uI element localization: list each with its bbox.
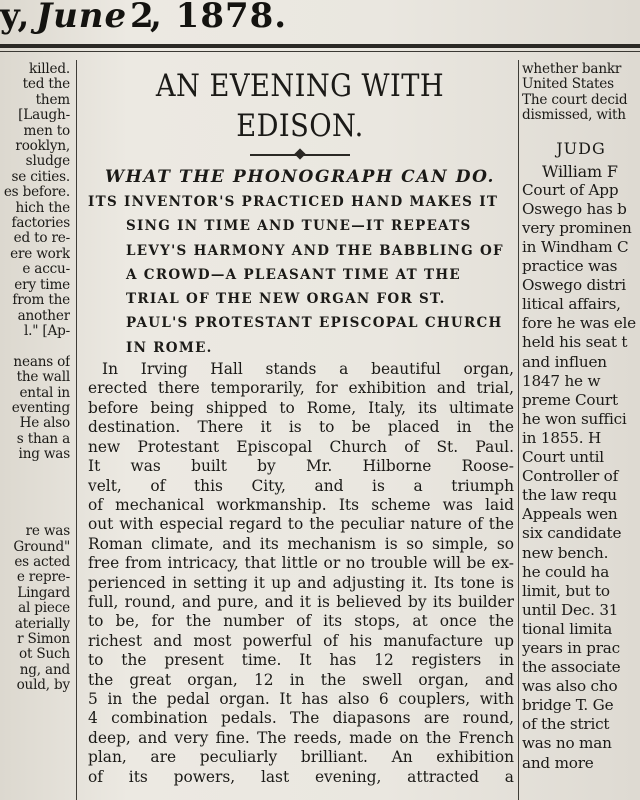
right-column-line: Oswego distri	[522, 276, 626, 295]
left-column-line: s than a	[16, 430, 70, 447]
right-column-line: and more	[522, 753, 594, 772]
deck-line: PAUL'S PROTESTANT EPISCOPAL CHURCH	[126, 315, 503, 332]
left-column	[0, 62, 70, 800]
right-column-line: tional limita	[522, 619, 613, 638]
right-column-line: was no man	[522, 734, 612, 753]
body-line: out with especial regard to the peculiar nature of the	[88, 515, 514, 534]
body-line: to the present time. It has 12 registers in	[88, 651, 514, 670]
right-column-line: Court until	[522, 448, 604, 467]
right-column-line: Controller of	[522, 467, 619, 486]
body-line: new Protestant Episcopal Church of St. Paul.	[88, 437, 514, 456]
left-column-line: ted the	[22, 76, 70, 93]
masthead-date-line	[0, 0, 640, 40]
body-line: to be, for the number of its stops, at once the	[88, 612, 514, 631]
left-column-line: eventing	[11, 399, 70, 416]
right-column-line: in Windham C	[522, 238, 629, 256]
left-column-line: aterially	[14, 615, 70, 632]
deck-line: IN ROME.	[126, 339, 213, 356]
body-line: 5 in the pedal organ. It has also 6 couplers, with	[88, 689, 514, 708]
body-line: It was built by Mr. Hilborne Roose-	[88, 457, 514, 476]
right-column-line: dismissed, with	[522, 107, 626, 124]
left-column-line: l." [Ap-	[23, 322, 70, 339]
left-column-line: He also	[19, 415, 70, 432]
left-column-line: r Simon	[17, 630, 70, 647]
title-ornament	[250, 148, 350, 162]
left-column-line	[0, 339, 70, 354]
deck-line: A CROWD—A PLEASANT TIME AT THE	[126, 266, 462, 283]
left-column-line: se cities.	[11, 168, 70, 185]
right-column-line: United States	[522, 76, 614, 93]
right-column-line: of the strict	[522, 715, 610, 734]
left-column-line	[0, 463, 70, 478]
right-column-line: new bench.	[522, 543, 609, 562]
body-line: plan, are peculiarly brilliant. An exhibition	[88, 748, 514, 767]
article-title: AN EVENING WITH EDISON.	[155, 68, 445, 144]
body-line: before being shipped to Rome, Italy, its ultimate	[88, 398, 514, 417]
body-line: perienced in setting it up and adjusting it. Its tone is	[88, 573, 514, 592]
body-line: of its powers, last evening, attracted a	[88, 767, 514, 786]
right-column-line: until Dec. 31	[522, 600, 619, 619]
right-column-line: limit, but to	[522, 581, 610, 600]
right-column-line: years in prac	[522, 638, 620, 657]
column-rule-left	[76, 60, 77, 800]
right-column-line: William F	[542, 161, 618, 181]
right-column-line: held his seat t	[522, 333, 628, 352]
article-deck	[84, 190, 516, 360]
right-column-line: very prominen	[522, 218, 632, 237]
right-column-line: in 1855. H	[522, 428, 602, 447]
left-column-line: sludge	[25, 153, 70, 170]
left-column-line: them	[35, 91, 70, 108]
body-line: erected there temporarily, for exhibition and trial,	[88, 379, 514, 398]
date-fragment: y,	[0, 0, 31, 36]
left-column-line: hich the	[15, 199, 70, 216]
left-column-line: ot Such	[18, 646, 70, 663]
left-column-line: [Laugh-	[18, 107, 70, 124]
right-column-line: he could ha	[522, 562, 610, 581]
right-column-line: litical affairs,	[522, 295, 621, 314]
left-column-line: factories	[11, 215, 70, 232]
left-column-line: another	[17, 307, 70, 324]
right-column-line: Appeals wen	[522, 505, 618, 524]
right-column-line: six candidate	[522, 524, 622, 543]
body-line: the great organ, 12 in the swell organ, and	[88, 670, 514, 689]
left-column-line	[0, 509, 70, 524]
body-line: richest and most powerful of his manufacture up	[88, 631, 514, 650]
right-column-line: he won suffici	[522, 409, 627, 428]
body-line: velt, of this City, and is a triumph	[88, 476, 514, 495]
left-column-line: ng, and	[19, 661, 70, 678]
article-subtitle: WHAT THE PHONOGRAPH CAN DO.	[104, 167, 496, 187]
left-column-line: from the	[12, 292, 70, 309]
right-column-line: was also cho	[522, 677, 618, 696]
column-rule-right	[518, 60, 519, 800]
left-column-line	[0, 493, 70, 508]
right-column-line: whether bankr	[522, 62, 622, 77]
left-column-line: the wall	[16, 369, 70, 386]
body-line: full, round, and pure, and it is believed by its builder	[88, 592, 514, 611]
body-line: destination. There it is to be placed in the	[88, 418, 514, 437]
left-column-line: rooklyn,	[15, 138, 70, 155]
masthead-rule	[0, 44, 640, 48]
right-column-line: fore he was ele	[522, 314, 636, 333]
left-column-line: men to	[23, 122, 70, 139]
right-column-line: bridge T. Ge	[522, 696, 614, 715]
left-column-line: Lingard	[17, 584, 70, 601]
right-column-line: and influen	[522, 352, 607, 371]
body-line: In Irving Hall stands a beautiful organ,	[102, 360, 514, 379]
masthead-rule-thin	[0, 51, 640, 52]
deck-line: SING IN TIME AND TUNE—IT REPEATS	[126, 218, 472, 235]
right-column-line: preme Court	[522, 390, 618, 409]
date-month: June	[36, 0, 128, 36]
left-column-line: ould, by	[16, 677, 70, 694]
right-column-line: Court of App	[522, 180, 619, 199]
right-column	[522, 62, 640, 800]
right-column-line: 1847 he w	[522, 371, 601, 390]
body-line: deep, and very fine. The reeds, made on the French	[88, 728, 514, 747]
left-column-line: e accu-	[22, 261, 70, 278]
left-column-line: ere work	[10, 245, 70, 262]
left-column-line	[0, 478, 70, 493]
body-line: Roman climate, and its mechanism is so simple, so	[88, 534, 514, 553]
left-column-line: al piece	[18, 600, 70, 617]
right-column-line: the law requ	[522, 486, 617, 505]
right-column-line: Oswego has b	[522, 199, 627, 218]
right-column-line: The court decid	[522, 91, 628, 108]
left-column-line: ental in	[19, 384, 70, 401]
deck-line: ITS INVENTOR'S PRACTICED HAND MAKES IT	[88, 194, 499, 210]
left-column-line: ery time	[14, 276, 70, 293]
left-column-line: re was	[25, 523, 70, 540]
left-column-line: ed to re-	[13, 230, 70, 247]
date-year: , 1878.	[150, 0, 288, 36]
deck-line: LEVY'S HARMONY AND THE BABBLING OF	[126, 242, 504, 259]
right-column-heading: JUDG	[556, 138, 606, 158]
deck-line: TRIAL OF THE NEW ORGAN FOR ST.	[126, 291, 446, 308]
left-column-line: ing was	[18, 446, 70, 463]
right-column-line: practice was	[522, 257, 618, 276]
body-line: of mechanical workmanship. Its scheme was laid	[88, 495, 514, 514]
date-day: 2	[130, 0, 155, 36]
left-column-line: neans of	[13, 353, 70, 370]
left-column-line: Ground"	[13, 538, 70, 555]
article-body	[84, 360, 516, 787]
left-column-line: e repre-	[16, 569, 70, 586]
body-line: free from intricacy, that little or no trouble will be ex-	[88, 554, 514, 573]
left-column-line: es before.	[3, 184, 70, 201]
left-column-line: es acted	[14, 553, 70, 570]
body-line: 4 combination pedals. The diapasons are round,	[88, 709, 514, 728]
left-column-line: killed.	[29, 62, 70, 77]
article-column	[84, 60, 516, 800]
right-column-line: the associate	[522, 658, 621, 677]
